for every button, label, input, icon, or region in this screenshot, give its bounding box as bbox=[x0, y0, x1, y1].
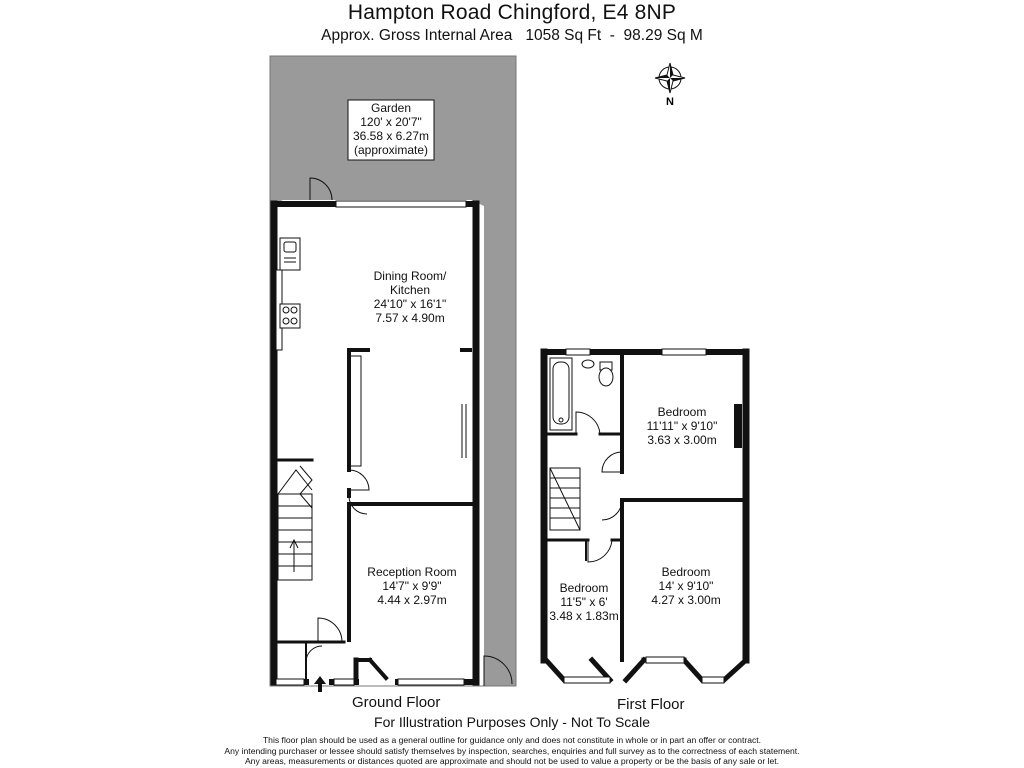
bed2-name: Bedroom bbox=[661, 565, 711, 579]
disclaimer-line: Any intending purchaser or lessee should satisfy themselves by inspection, searches, enquiries and full survey as to the correctness of each statement. bbox=[224, 745, 800, 756]
bed1-metric: 3.63 x 3.00m bbox=[647, 433, 717, 447]
first-floor-label: First Floor bbox=[617, 696, 685, 713]
garden-metric: 36.58 x 6.27m bbox=[352, 129, 430, 143]
disclaimer-line: This floor plan should be used as a general outline for guidance only and does not constitute in whole or in part an offer or contract. bbox=[262, 735, 762, 745]
first-interior bbox=[544, 352, 746, 678]
first-floor-plan bbox=[544, 349, 746, 683]
bed1-name: Bedroom bbox=[657, 405, 707, 419]
bed2-imperial: 14' x 9'10" bbox=[658, 579, 714, 593]
garden-note: (approximate) bbox=[353, 143, 429, 157]
dining-name-line2: Kitchen bbox=[389, 283, 431, 297]
reception-metric: 4.44 x 2.97m bbox=[377, 593, 447, 607]
ground-floor-label: Ground Floor bbox=[352, 694, 441, 711]
garden-name: Garden bbox=[370, 101, 412, 115]
dining-metric: 7.57 x 4.90m bbox=[375, 311, 445, 325]
bed3-name: Bedroom bbox=[559, 581, 609, 595]
dining-name-line1: Dining Room/ bbox=[373, 269, 447, 283]
bed2-metric: 4.27 x 3.00m bbox=[651, 593, 721, 607]
reception-imperial: 14'7" x 9'9" bbox=[382, 579, 442, 593]
compass-icon bbox=[655, 63, 685, 108]
garden-label bbox=[348, 100, 434, 160]
dining-imperial: 24'10" x 16'1" bbox=[373, 297, 447, 311]
page-title: Hampton Road Chingford, E4 8NP bbox=[347, 1, 677, 24]
garden-imperial: 120' x 20'7" bbox=[360, 115, 422, 129]
compass-north-label: N bbox=[666, 96, 674, 108]
reception-name: Reception Room bbox=[367, 565, 457, 579]
gross-internal-area: Approx. Gross Internal Area 1058 Sq Ft - 98.29 Sq M bbox=[321, 27, 703, 44]
chimney-breast bbox=[734, 404, 742, 448]
disclaimer bbox=[0, 735, 1024, 767]
ground-floor-plan bbox=[270, 56, 516, 692]
bed3-metric: 3.48 x 1.83m bbox=[549, 609, 619, 623]
bed3-imperial: 11'5" x 6' bbox=[560, 595, 608, 609]
bed1-imperial: 11'11" x 9'10" bbox=[646, 419, 718, 433]
disclaimer-line: Any areas, measurements or distances quoted are approximate and should not be used to value a property or be the basis of any sale or let. bbox=[244, 756, 780, 766]
scale-note: For Illustration Purposes Only - Not To Scale bbox=[374, 714, 650, 730]
